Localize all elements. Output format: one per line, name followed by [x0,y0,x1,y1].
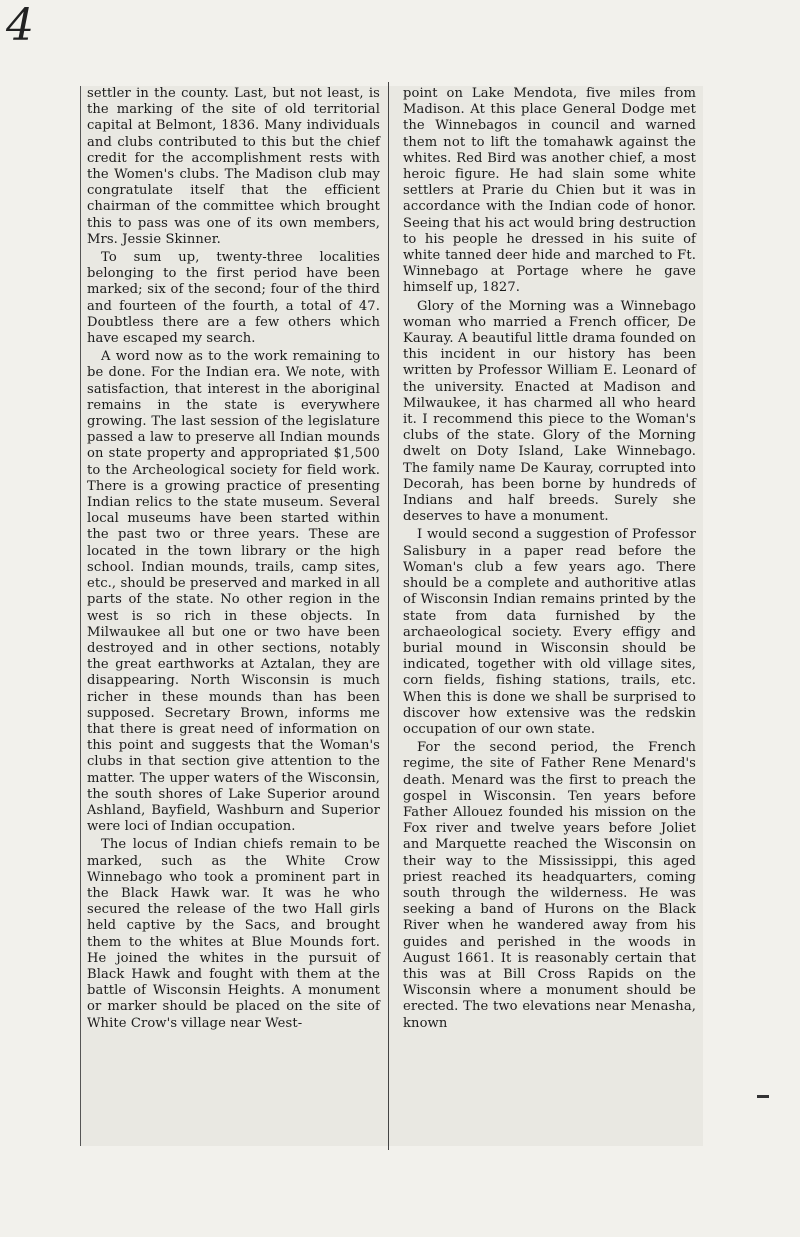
article-paragraph: To sum up, twenty-three localities belonging to the first period have been marked; six of the second; four of the third and fourteen of the fourth, a total of 47. Doubtless there are a few others which have escaped my search. [87,250,380,347]
right-column [403,86,696,1034]
left-column [87,86,380,1034]
column-divider [388,82,389,1150]
article-paragraph: settler in the county. Last, but not least, is the marking of the site of old territorial capital at Belmont, 1836. Many individuals and clubs contributed to this but the chief credit for the accomplishment rests with the Women's clubs. The Madison club may congratulate itself that the efficient chairman of the committee which brought this to pass was one of its own members, Mrs. Jessie Skinner. [87,86,380,247]
article-paragraph: Glory of the Morning was a Winnebago woman who married a French officer, De Kauray. A beautiful little drama founded on this incident in our history has been written by Professor William E. Leonard of the university. Enacted at Madison and Milwaukee, it has charmed all who heard it. I recommend this piece to the Woman's clubs of the state. Glory of the Morning dwelt on Doty Island, Lake Winnebago. The family name De Kauray, corrupted into Decorah, has been borne by hundreds of Indians and half breeds. Surely she deserves to have a monument. [403,298,696,525]
article-paragraph: The locus of Indian chiefs remain to be marked, such as the White Crow Winnebago who took a prominent part in the Black Hawk war. It was he who secured the release of the two Hall girls held captive by the Sacs, and brought them to the whites at Blue Mounds fort. He joined the whites in the pursuit of Black Hawk and fought with them at the battle of Wisconsin Heights. A monument or marker should be placed on the site of White Crow's village near West- [87,837,380,1031]
article-paragraph: For the second period, the French regime, the site of Father Rene Menard's death. Menard was the first to preach the gospel in Wisconsin. Ten years before Father Allouez founded his mission on the Fox river and twelve years before Joliet and Marquette reached the Wisconsin on their way to the Mississippi, this aged priest reached its headquarters, coming south through the wilderness. He was seeking a band of Hurons on the Black River when he wandered away from his guides and perished in the woods in August 1661. It is reasonably certain that this was at Bill Cross Rapids on the Wisconsin where a monument should be erected. The two elevations near Menasha, known [403,740,696,1031]
article-paragraph: point on Lake Mendota, five miles from Madison. At this place General Dodge met the Winnebagos in council and warned them not to lift the tomahawk against the whites. Red Bird was another chief, a most heroic figure. He had slain some white settlers at Prarie du Chien but it was in accordance with the Indian code of honor. Seeing that his act would bring destruction to his people he dressed in his suite of white tanned deer hide and marched to Ft. Winnebago at Portage where he gave himself up, 1827. [403,86,696,296]
scan-edge-mark [757,1095,769,1098]
article-paragraph: A word now as to the work remaining to be done. For the Indian era. We note, with satisfaction, that interest in the aboriginal remains in the state is everywhere growing. The last session of the legislature passed a law to preserve all Indian mounds on state property and appropriated $1,500 to the Archeological society for field work. There is a growing practice of presenting Indian relics to the state museum. Several local museums have been started within the past two or three years. These are located in the town library or the high school. Indian mounds, trails, camp sites, etc., should be preserved and marked in all parts of the state. No other region in the west is so rich in these objects. In Milwaukee all but one or two have been destroyed and in other sections, notably the great earthworks at Aztalan, they are disappearing. North Wisconsin is much richer in these mounds than has been supposed. Secretary Brown, informs me that there is great need of information on this point and suggests that the Woman's clubs in that section give attention to the matter. The upper waters of the Wisconsin, the south shores of Lake Superior around Ashland, Bayfield, Washburn and Superior were loci of Indian occupation. [87,349,380,835]
newspaper-clipping [80,86,703,1146]
article-paragraph: I would second a suggestion of Professor Salisbury in a paper read before the Woman's club a few years ago. There should be a complete and authoritive atlas of Wisconsin Indian remains printed by the state from data furnished by the archaeological society. Every effigy and burial mound in Wisconsin should be indicated, together with old village sites, corn fields, fishing stations, trails, etc. When this is done we shall be surprised to discover how extensive was the redskin occupation of our own state. [403,527,696,737]
page-number: 4 [6,0,34,51]
